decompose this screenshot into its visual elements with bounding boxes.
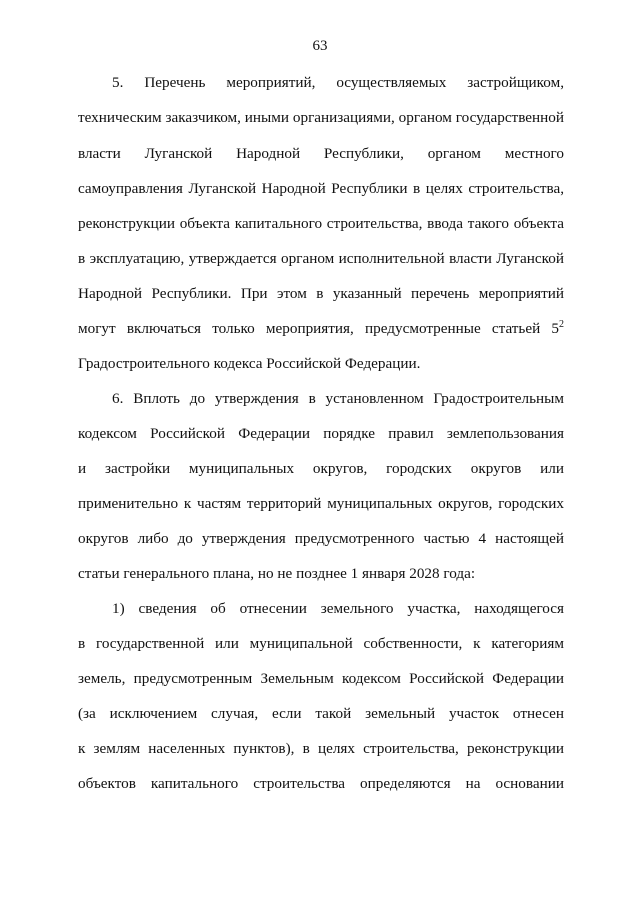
paragraph-5-line-7: Народной Республики. При этом в указанный перечень мероприятий bbox=[78, 285, 564, 302]
article-superscript: 2 bbox=[559, 319, 564, 330]
page-number: 63 bbox=[312, 38, 328, 54]
paragraph-6-line-5: округов либо до утверждения предусмотренного частью 4 настоящей bbox=[78, 530, 564, 547]
paragraph-5-line-5: реконструкции объекта капитального строительства, ввода такого объекта bbox=[78, 215, 564, 232]
item-1-line-5: к землям населенных пунктов), в целях строительства, реконструкции bbox=[78, 740, 564, 757]
item-1-line-4: (за исключением случая, если такой земельный участок отнесен bbox=[78, 705, 564, 722]
item-1-line-6: объектов капитального строительства определяются на основании bbox=[78, 775, 564, 792]
paragraph-6-line-2: кодексом Российской Федерации порядке правил землепользования bbox=[78, 425, 564, 442]
item-1-line-3: земель, предусмотренным Земельным кодексом Российской Федерации bbox=[78, 670, 564, 687]
paragraph-5-line-9: Градостроительного кодекса Российской Федерации. bbox=[78, 355, 421, 372]
paragraph-5-line-8 bbox=[78, 320, 564, 338]
paragraph-6-line-4: применительно к частям территорий муниципальных округов, городских bbox=[78, 495, 564, 512]
paragraph-5-line-1: 5. Перечень мероприятий, осуществляемых застройщиком, bbox=[112, 74, 564, 91]
paragraph-6-line-1: 6. Вплоть до утверждения в установленном Градостроительным bbox=[112, 390, 564, 407]
paragraph-5-line-6: в эксплуатацию, утверждается органом исполнительной власти Луганской bbox=[78, 250, 564, 267]
paragraph-5-line-2: техническим заказчиком, иными организациями, органом государственной bbox=[78, 109, 564, 126]
item-1-line-1: 1) сведения об отнесении земельного участка, находящегося bbox=[112, 600, 564, 617]
paragraph-5-line-8-text: могут включаться только мероприятия, предусмотренные статьей 5 bbox=[78, 320, 559, 337]
item-1-line-2: в государственной или муниципальной собственности, к категориям bbox=[78, 635, 564, 652]
paragraph-5-line-3: власти Луганской Народной Республики, органом местного bbox=[78, 145, 564, 162]
paragraph-6-line-6: статьи генерального плана, но не позднее 1 января 2028 года: bbox=[78, 565, 476, 582]
paragraph-6-line-3: и застройки муниципальных округов, городских округов или bbox=[78, 460, 564, 477]
paragraph-5-line-4: самоуправления Луганской Народной Республики в целях строительства, bbox=[78, 180, 564, 197]
